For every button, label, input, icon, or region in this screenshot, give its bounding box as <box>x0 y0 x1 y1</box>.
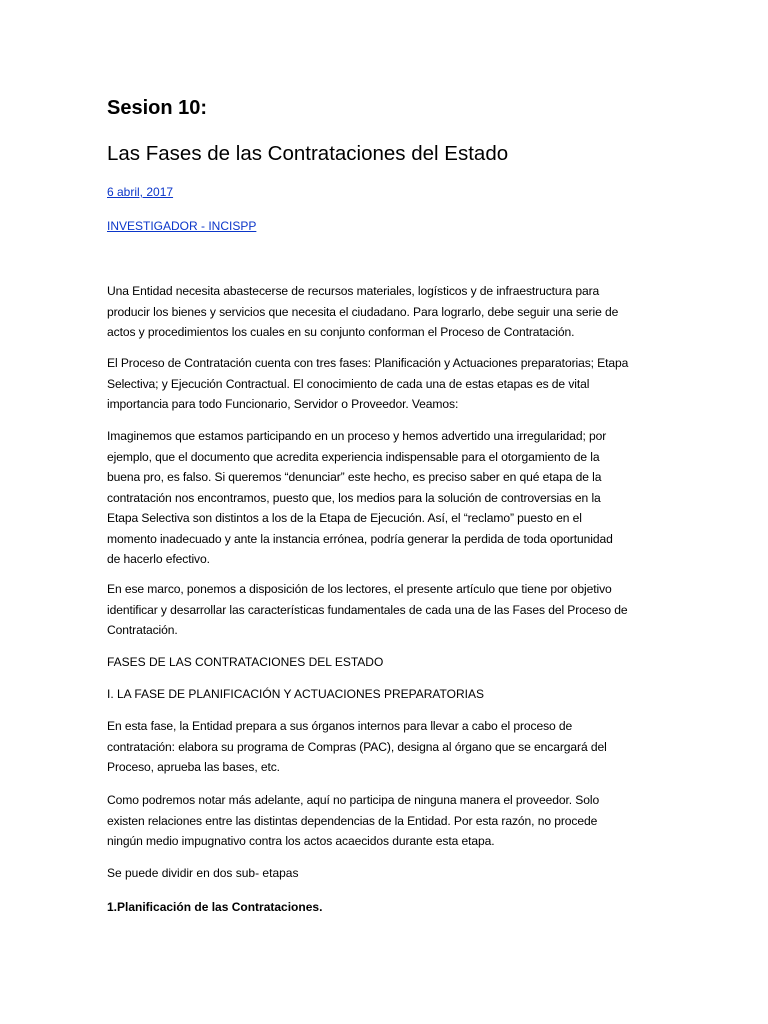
paragraph-line: El Proceso de Contratación cuenta con tres fases: Planificación y Actuaciones preparatorias; Etapa <box>107 356 629 370</box>
paragraph-3 <box>107 426 663 570</box>
session-title: Sesion 10: <box>107 97 208 119</box>
phase-heading: I. LA FASE DE PLANIFICACIÓN Y ACTUACIONES PREPARATORIAS <box>107 687 484 701</box>
paragraph-line: Una Entidad necesita abastecerse de recursos materiales, logísticos y de infraestructura para <box>107 284 600 298</box>
paragraph-line: contratación: elabora su programa de Compras (PAC), designa al órgano que se encargará del <box>107 739 607 754</box>
paragraph-line: Imaginemos que estamos participando en un proceso y hemos advertido una irregularidad; por <box>107 429 607 443</box>
paragraph-line: En ese marco, ponemos a disposición de los lectores, el presente artículo que tiene por objetivo <box>107 582 612 596</box>
section-heading: FASES DE LAS CONTRATACIONES DEL ESTADO <box>107 655 384 669</box>
paragraph-line: importancia para todo Funcionario, Servidor o Proveedor. Veamos: <box>107 397 459 411</box>
subphase-intro: Se puede dividir en dos sub- etapas <box>107 866 299 880</box>
paragraph-line: ejemplo, que el documento que acredita experiencia indispensable para el otorgamiento de la <box>107 449 600 464</box>
paragraph-line: producir los bienes y servicios que necesita el ciudadano. Para lograrlo, debe seguir una serie de <box>107 304 619 319</box>
paragraph-line: Etapa Selectiva son distintos a los de la Etapa de Ejecución. Así, el “reclamo” puesto en el <box>107 511 582 525</box>
paragraph-line: momento inadecuado y ante la instancia errónea, podría generar la perdida de toda oportunidad <box>107 531 613 546</box>
paragraph-line: Como podremos notar más adelante, aquí no participa de ninguna manera el proveedor. Solo <box>107 793 600 807</box>
paragraph-line: Proceso, aprueba las bases, etc. <box>107 760 280 774</box>
paragraph-line: Contratación. <box>107 623 178 637</box>
paragraph-line: de hacerlo efectivo. <box>107 552 210 566</box>
paragraph-line: ningún medio impugnativo contra los actos acaecidos durante esta etapa. <box>107 834 495 848</box>
paragraph-5 <box>107 716 663 778</box>
paragraph-line: actos y procedimientos los cuales en su conjunto conforman el Proceso de Contratación. <box>107 325 575 339</box>
paragraph-line: En esta fase, la Entidad prepara a sus órganos internos para llevar a cabo el proceso de <box>107 719 573 733</box>
paragraph-line: contratación nos encontramos, puesto que, los medios para la solución de controversias en la <box>107 490 601 505</box>
paragraph-line: identificar y desarrollar las características fundamentales de cada una de las Fases del Proceso de <box>107 602 628 617</box>
paragraph-1 <box>107 281 663 343</box>
paragraph-line: existen relaciones entre las distintas dependencias de la Entidad. Por esta razón, no procede <box>107 813 598 828</box>
paragraph-4 <box>107 579 663 641</box>
article-title: Las Fases de las Contrataciones del Estado <box>107 142 509 165</box>
subphase-1-heading: 1.Planificación de las Contrataciones. <box>107 900 323 914</box>
date-link[interactable]: 6 abril, 2017 <box>107 185 174 199</box>
paragraph-line: buena pro, es falso. Si queremos “denunciar” este hecho, es preciso saber en qué etapa de la <box>107 470 602 484</box>
paragraph-6 <box>107 790 663 852</box>
paragraph-2 <box>107 353 663 415</box>
author-link[interactable]: INVESTIGADOR - INCISPP <box>107 219 257 233</box>
paragraph-line: Selectiva; y Ejecución Contractual. El conocimiento de cada una de estas etapas es de vital <box>107 376 590 391</box>
